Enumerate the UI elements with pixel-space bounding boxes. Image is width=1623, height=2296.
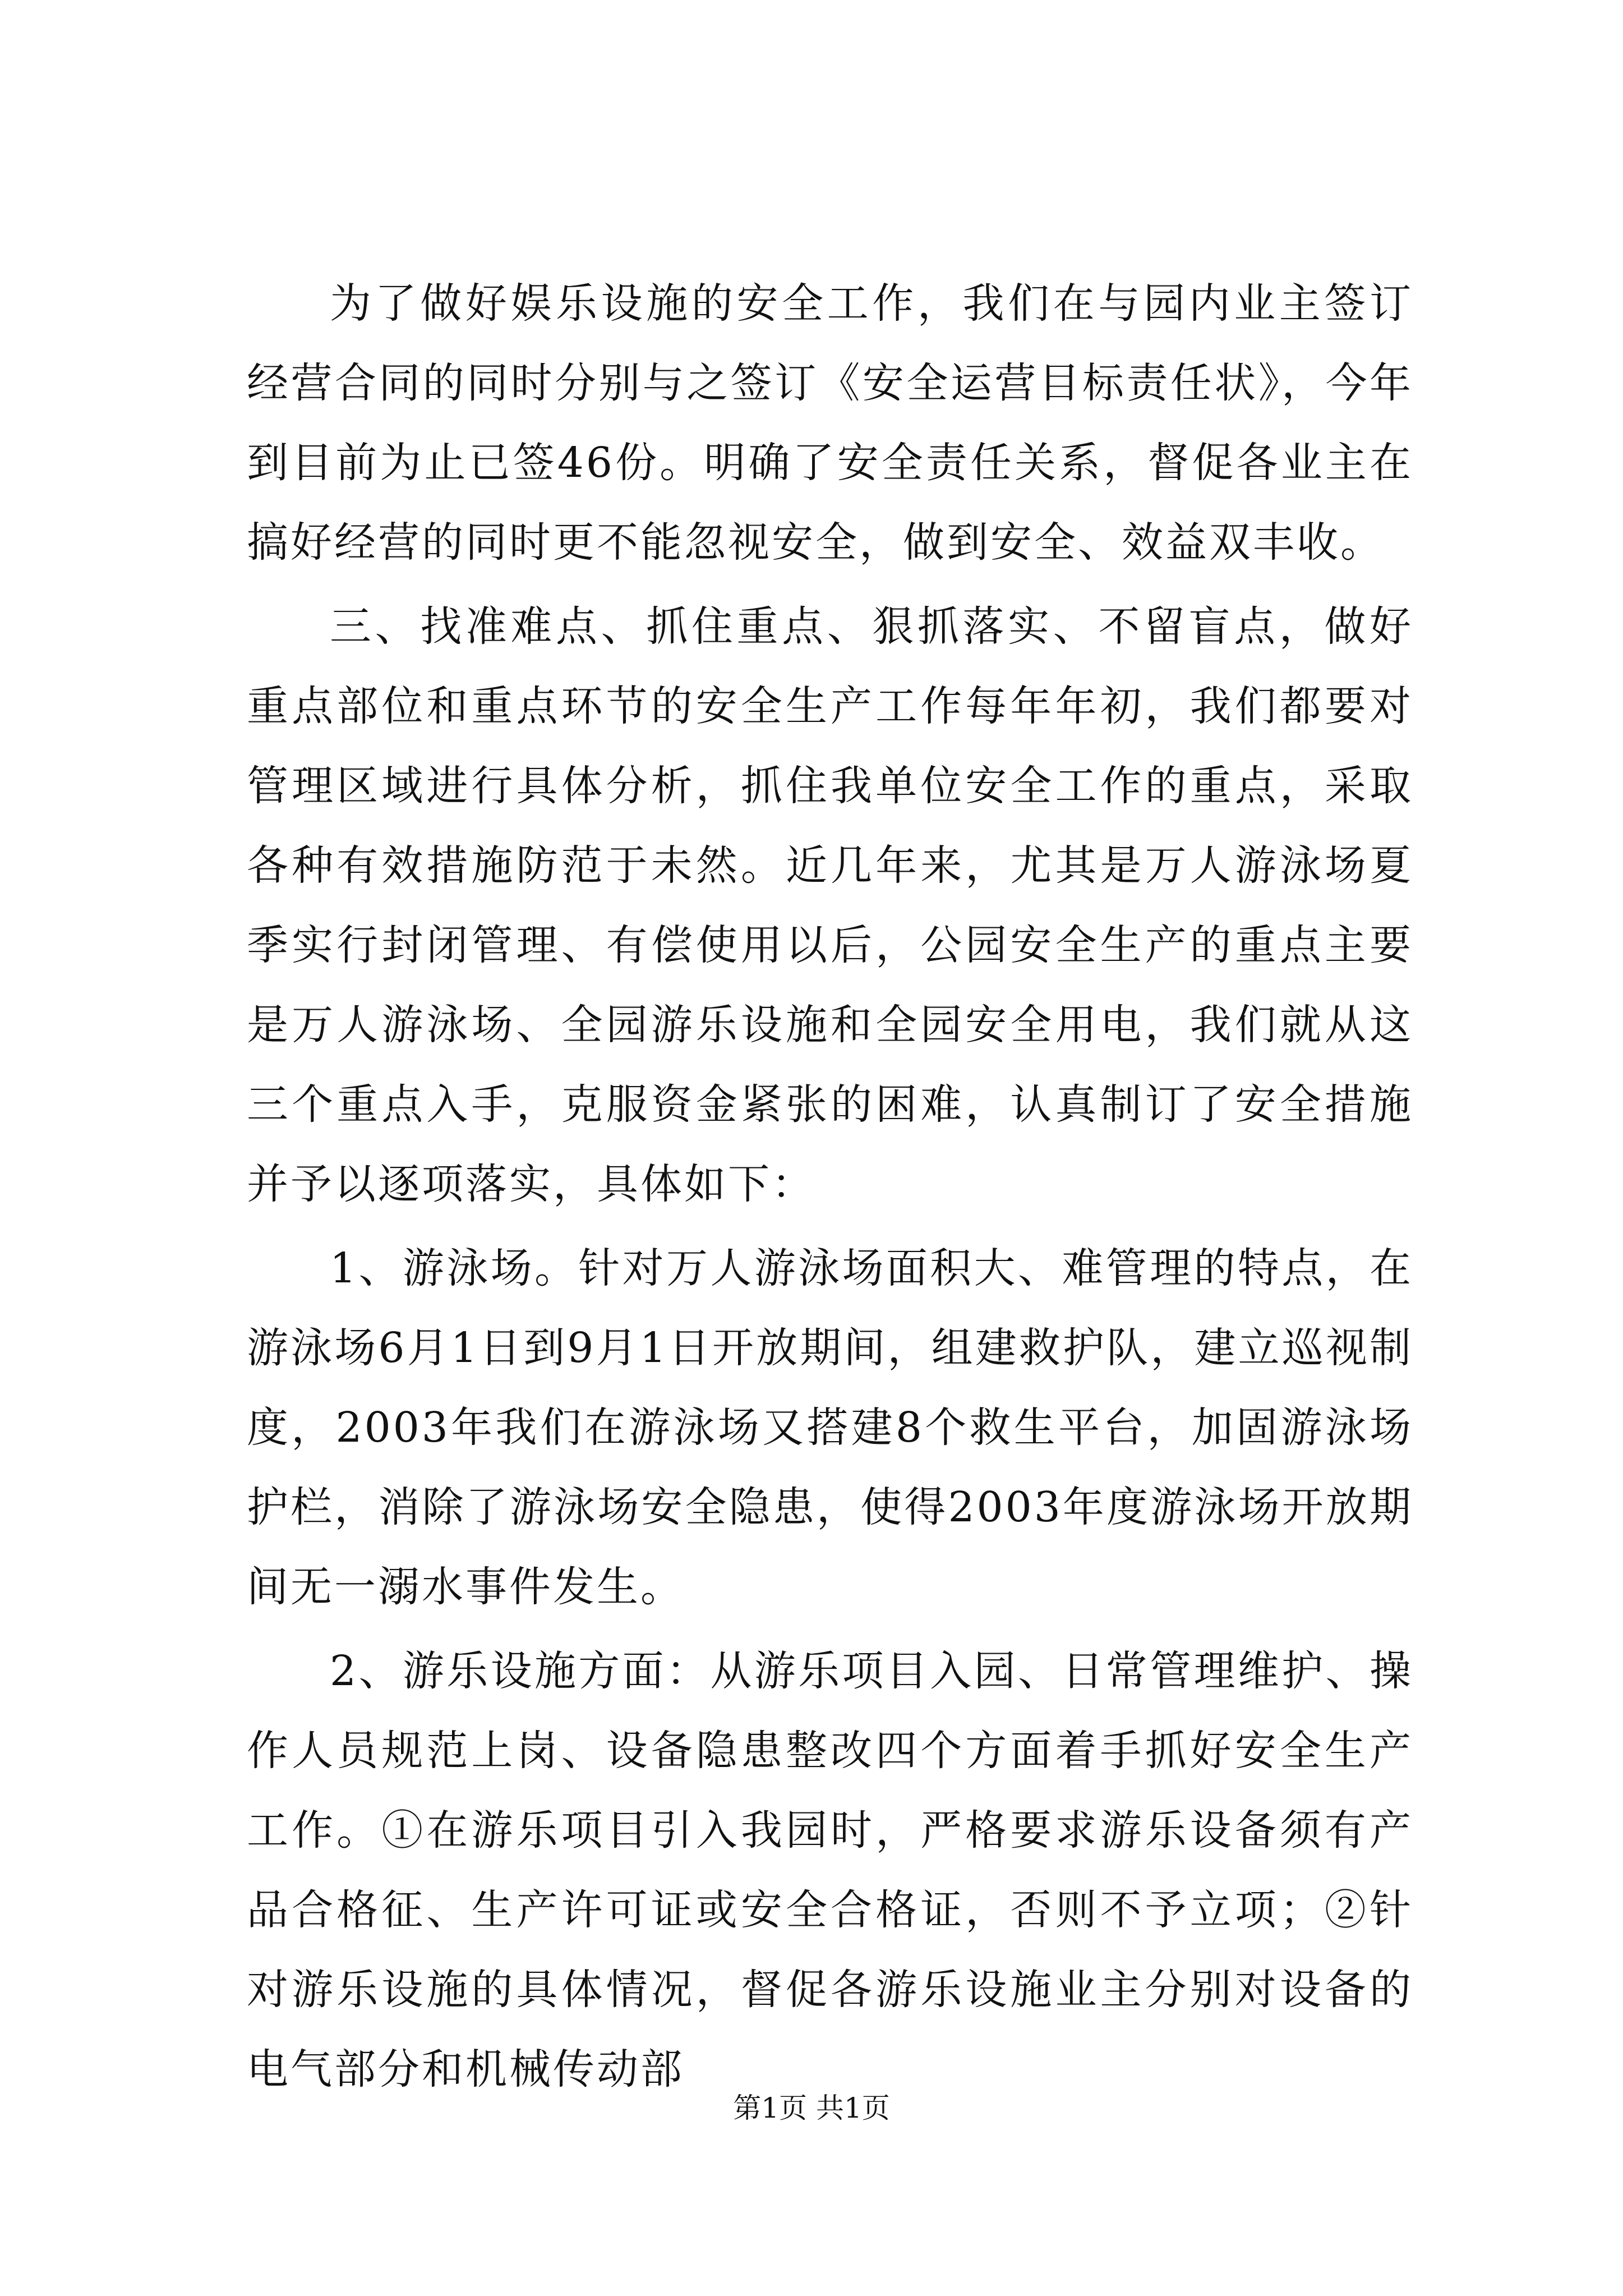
document-body (247, 264, 1413, 2109)
paragraph-swimming-pool: 1、游泳场。针对万人游泳场面积大、难管理的特点，在游泳场6月1日到9月1日开放期间，组建救护队，建立巡视制度，2003年我们在游泳场又搭建8个救生平台，加固游泳场护栏，消除了游泳场安全隐患，使得2003年度游泳场开放期间无一溺水事件发生。 (247, 1244, 1413, 1611)
paragraph-key-points: 三、找准难点、抓住重点、狠抓落实、不留盲点，做好重点部位和重点环节的安全生产工作每年年初，我们都要对管理区域进行具体分析，抓住我单位安全工作的重点，采取各种有效措施防范于未然。近几年来，尤其是万人游泳场夏季实行封闭管理、有偿使用以后，公园安全生产的重点主要是万人游泳场、全园游乐设施和全园安全用电，我们就从这三个重点入手，克服资金紧张的困难，认真制订了安全措施并予以逐项落实，具体如下： (247, 602, 1413, 1208)
paragraph-contract-safety: 为了做好娱乐设施的安全工作，我们在与园内业主签订经营合同的同时分别与之签订《安全运营目标责任状》，今年到目前为止已签46份。明确了安全责任关系，督促各业主在搞好经营的同时更不能忽视安全，做到安全、效益双丰收。 (247, 279, 1413, 567)
page-footer: 第1页 共1页 (733, 2092, 890, 2124)
paragraph-amusement-facilities: 2、游乐设施方面：从游乐项目入园、日常管理维护、操作人员规范上岗、设备隐患整改四个方面着手抓好安全生产工作。①在游乐项目引入我园时，严格要求游乐设备须有产品合格征、生产许可证或安全合格证，否则不予立项；②针对游乐设施的具体情况，督促各游乐设施业主分别对设备的电气部分和机械传动部 (247, 1647, 1413, 2093)
